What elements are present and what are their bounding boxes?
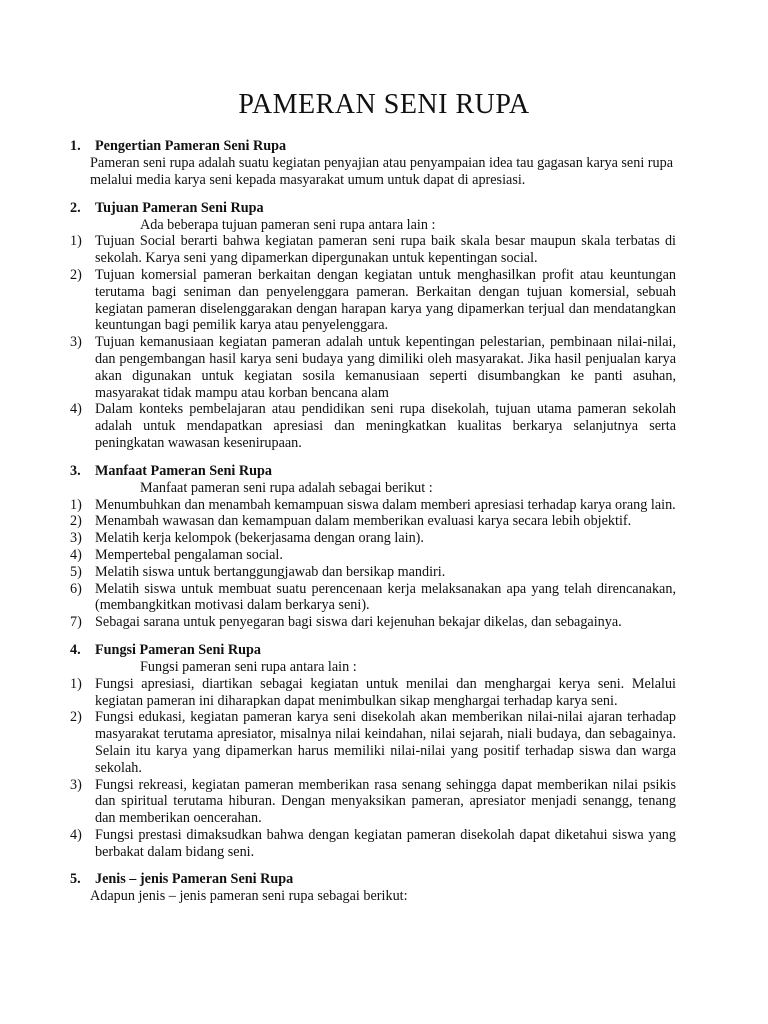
list-marker: 1) [70, 496, 82, 513]
list-item-text: Melatih siswa untuk bertanggungjawab dan bersikap mandiri. [95, 563, 446, 580]
list-item-text: Tujuan kemanusiaan kegiatan pameran adalah untuk kepentingan pelestarian, pembinaan nilai-nilai, dan pengembangan hasil karya seni budaya yang dimiliki oleh masyarakat. Jika hasil penjualan karya akan digunakan untuk kegiatan sosila kemanusiaan seperti disumbangkan ke panti asuhan, masyarakat tidak mampu atau korban bencana alam [95, 334, 676, 401]
numbered-list [70, 676, 676, 861]
list-item [70, 827, 676, 861]
section-number: 5. [70, 871, 81, 888]
section-paragraph: Pameran seni rupa adalah suatu kegiatan penyajian atau penyampaian idea tau gagasan karya seni rupa melalui media karya seni kepada masyarakat umum untuk dapat di apresiasi. [90, 155, 674, 188]
list-marker: 2) [70, 513, 82, 530]
list-item-text: Sebagai sarana untuk penyegaran bagi siswa dari kejenuhan bekajar dikelas, dan sebagainya. [95, 614, 622, 631]
numbered-list [70, 233, 676, 451]
list-marker: 6) [70, 580, 82, 597]
list-item-text: Dalam konteks pembelajaran atau pendidikan seni rupa disekolah, tujuan utama pameran sekolah adalah untuk mendapatkan apresiasi dan meningkatkan kualitas berkarya selanjutnya serta peningkatan wawasan kesenirupaan. [95, 401, 676, 451]
section-title: Manfaat Pameran Seni Rupa [95, 462, 272, 479]
list-item-text: Tujuan Social berarti bahwa kegiatan pameran seni rupa baik skala besar maupun skala terbatas di sekolah. Karya seni yang dipamerkan dipergunakan untuk kepentingan social. [95, 233, 676, 267]
section-title: Tujuan Pameran Seni Rupa [95, 199, 264, 216]
section-manfaat [70, 463, 676, 631]
list-marker: 1) [70, 675, 82, 692]
section-heading [70, 138, 676, 155]
list-item-text: Menumbuhkan dan menambah kemampuan siswa dalam memberi apresiasi terhadap karya orang lain. [95, 496, 676, 513]
section-title: Jenis – jenis Pameran Seni Rupa [95, 871, 294, 888]
list-marker: 5) [70, 563, 82, 580]
list-marker: 3) [70, 530, 82, 547]
list-marker: 4) [70, 401, 82, 418]
list-item [70, 513, 676, 530]
section-jenis [70, 871, 676, 905]
list-item-text: Melatih siswa untuk membuat suatu perencenaan kerja melaksanakan apa yang telah direncanakan, (membangkitkan motivasi dalam berkarya seni). [95, 580, 676, 614]
list-item [70, 497, 676, 514]
list-item [70, 676, 676, 710]
document-title: PAMERAN SENI RUPA [238, 89, 530, 120]
list-item-text: Fungsi rekreasi, kegiatan pameran memberikan rasa senang sehingga dapat memberikan nilai psikis dan spiritual terutama hiburan. Dengan menyaksikan pameran, apresiator menjadi senangg, tenang dan memberikan oencerahan. [95, 776, 676, 827]
list-item-text: Tujuan komersial pameran berkaitan dengan kegiatan untuk menghasilkan profit atau keuntungan terutama bagi seniman dan penyelenggara pameran. Berkaitan dengan tujuan komersial, sebuah kegiatan pameran diselenggarakan dengan harapan karya yang dipamerkan terjual dan mendatangkan keuntungan bagi pemilik karya atau penyelenggara. [95, 266, 676, 334]
list-marker: 4) [70, 546, 82, 563]
list-marker: 3) [70, 776, 82, 793]
section-number: 4. [70, 641, 81, 658]
list-marker: 4) [70, 826, 82, 843]
list-item [70, 233, 676, 267]
list-item [70, 777, 676, 827]
list-item [70, 564, 676, 581]
section-intro: Manfaat pameran seni rupa adalah sebagai berikut : [140, 479, 433, 496]
section-title: Pengertian Pameran Seni Rupa [95, 138, 287, 154]
section-heading [70, 642, 676, 659]
section-title: Fungsi Pameran Seni Rupa [95, 641, 261, 658]
list-item-text: Fungsi prestasi dimaksudkan bahwa dengan kegiatan pameran disekolah dapat diketahui siswa yang berbakat dalam bidang seni. [95, 826, 676, 860]
section-fungsi [70, 642, 676, 861]
list-marker: 2) [70, 266, 82, 283]
list-marker: 3) [70, 334, 82, 351]
list-marker: 2) [70, 709, 82, 726]
list-item-text: Melatih kerja kelompok (bekerjasama dengan orang lain). [95, 530, 424, 547]
section-intro: Fungsi pameran seni rupa antara lain : [140, 658, 357, 675]
list-item [70, 267, 676, 334]
section-number: 1. [70, 138, 81, 154]
section-tujuan [70, 200, 676, 452]
section-paragraph: Adapun jenis – jenis pameran seni rupa sebagai berikut: [90, 888, 408, 905]
list-item-text: Mempertebal pengalaman social. [95, 546, 283, 563]
section-heading [70, 463, 676, 480]
numbered-list [70, 497, 676, 631]
list-item-text: Menambah wawasan dan kemampuan dalam memberikan evaluasi karya secara lebih objektif. [95, 513, 632, 530]
list-item [70, 401, 676, 451]
section-number: 3. [70, 462, 81, 479]
section-heading [70, 200, 676, 217]
list-item [70, 334, 676, 401]
list-item [70, 530, 676, 547]
list-marker: 1) [70, 233, 82, 250]
list-item [70, 547, 676, 564]
list-item-text: Fungsi apresiasi, diartikan sebagai kegiatan untuk menilai dan menghargai kerya seni. Melalui kegiatan pameran ini diharapkan dapat menimbulkan sikap menghargai terhadap karya seni. [95, 675, 676, 709]
section-number: 2. [70, 199, 81, 216]
list-item-text: Fungsi edukasi, kegiatan pameran karya seni disekolah akan memberikan nilai-nilai ajaran terhadap masyarakat terutama apresiator, misalnya nilai keindahan, nilai sejarah, niali budaya, dan sebagainya. Selain itu karya yang dipamerkan harus memiliki nilai-nilai yang positif terhadap siswa dan warga sekolah. [95, 709, 676, 776]
list-item [70, 709, 676, 776]
list-item [70, 581, 676, 615]
section-heading [70, 871, 676, 888]
list-item [70, 614, 676, 631]
section-pengertian [70, 138, 676, 189]
section-intro: Ada beberapa tujuan pameran seni rupa antara lain : [140, 216, 436, 233]
list-marker: 7) [70, 614, 82, 631]
